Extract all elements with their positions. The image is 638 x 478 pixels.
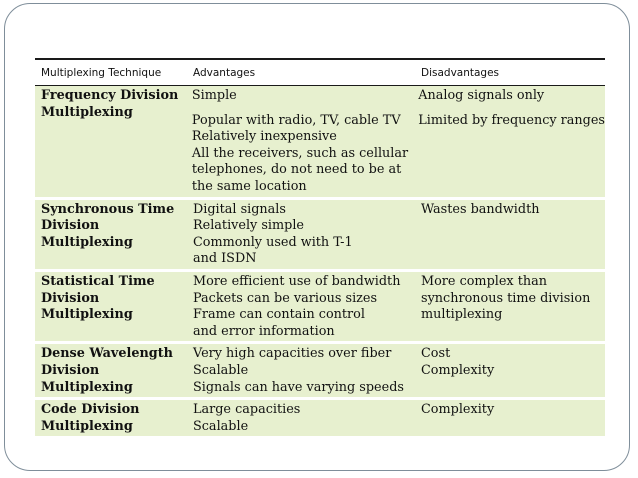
table-row-frequency-division	[35, 86, 605, 197]
technique-line: Division	[41, 362, 100, 378]
advantage-line: and error information	[193, 323, 335, 339]
advantages-cell	[186, 86, 412, 197]
technique-cell	[35, 86, 186, 197]
technique-cell	[35, 272, 187, 341]
disadvantages-cell	[415, 200, 605, 269]
advantages-cell	[187, 400, 415, 436]
advantage-line: Large capacities	[193, 402, 301, 418]
disadvantage-line: synchronous time division	[421, 290, 591, 306]
technique-line: Multiplexing	[41, 234, 133, 250]
technique-line: Division	[41, 218, 100, 234]
advantage-line: Relatively simple	[193, 218, 305, 234]
advantage-line: and ISDN	[193, 251, 257, 267]
multiplexing-table	[35, 58, 605, 436]
header-technique: Multiplexing Technique	[41, 66, 162, 79]
technique-cell	[35, 344, 187, 397]
technique-cell	[35, 400, 187, 436]
technique-line: Multiplexing	[41, 418, 133, 434]
table-row-code-division	[35, 397, 605, 436]
advantage-line: the same location	[191, 178, 307, 194]
technique-line: Synchronous Time	[41, 201, 175, 217]
disadvantages-cell	[412, 86, 605, 197]
table-row-statistical-time-division	[35, 269, 605, 341]
advantage-line: Very high capacities over fiber	[193, 346, 392, 362]
advantage-line: Packets can be various sizes	[193, 290, 378, 306]
advantage-line: Scalable	[193, 362, 249, 378]
disadvantages-cell	[415, 400, 605, 436]
advantage-line: Commonly used with T-1	[193, 234, 353, 250]
disadvantage-line: Complexity	[421, 362, 495, 378]
technique-line: Multiplexing	[41, 379, 133, 395]
advantages-cell	[187, 344, 415, 397]
disadvantages-cell	[415, 272, 605, 341]
disadvantage-line: Limited by frequency ranges	[418, 112, 605, 128]
advantage-line: Popular with radio, TV, cable TV	[191, 112, 401, 128]
header-disadvantages: Disadvantages	[421, 66, 500, 79]
advantage-line: Digital signals	[193, 201, 286, 217]
technique-cell	[35, 200, 187, 269]
table-header-row	[35, 60, 605, 86]
advantage-line: Relatively inexpensive	[191, 129, 337, 145]
technique-line: Code Division	[41, 402, 140, 418]
advantage-line: More efficient use of bandwidth	[193, 273, 401, 289]
disadvantage-line: More complex than	[421, 273, 547, 289]
advantages-cell	[187, 200, 415, 269]
disadvantage-line: Analog signals only	[418, 88, 545, 103]
disadvantage-line: Cost	[421, 346, 451, 362]
header-advantages: Advantages	[193, 66, 256, 79]
advantage-line: All the receivers, such as cellular	[191, 145, 409, 161]
technique-line: Dense Wavelength	[41, 346, 173, 362]
disadvantage-line: Wastes bandwidth	[421, 201, 540, 217]
advantage-line: telephones, do not need to be at	[191, 162, 402, 178]
technique-line: Statistical Time	[41, 273, 155, 289]
technique-line: Multiplexing	[41, 307, 133, 323]
table-row-synchronous-time-division	[35, 197, 605, 269]
disadvantages-cell	[415, 344, 605, 397]
advantage-line: Scalable	[193, 418, 249, 434]
advantage-line: Frame can contain control	[193, 307, 365, 323]
table-row-dense-wavelength-division	[35, 341, 605, 397]
disadvantage-line: multiplexing	[421, 307, 503, 323]
technique-line: Division	[41, 290, 100, 306]
technique-line: Frequency Division	[41, 88, 179, 103]
advantage-line: Simple	[191, 88, 237, 103]
advantages-cell	[187, 272, 415, 341]
advantage-line: Signals can have varying speeds	[193, 379, 404, 395]
disadvantage-line: Complexity	[421, 402, 495, 418]
technique-line: Multiplexing	[41, 104, 133, 120]
table-body	[35, 86, 605, 436]
